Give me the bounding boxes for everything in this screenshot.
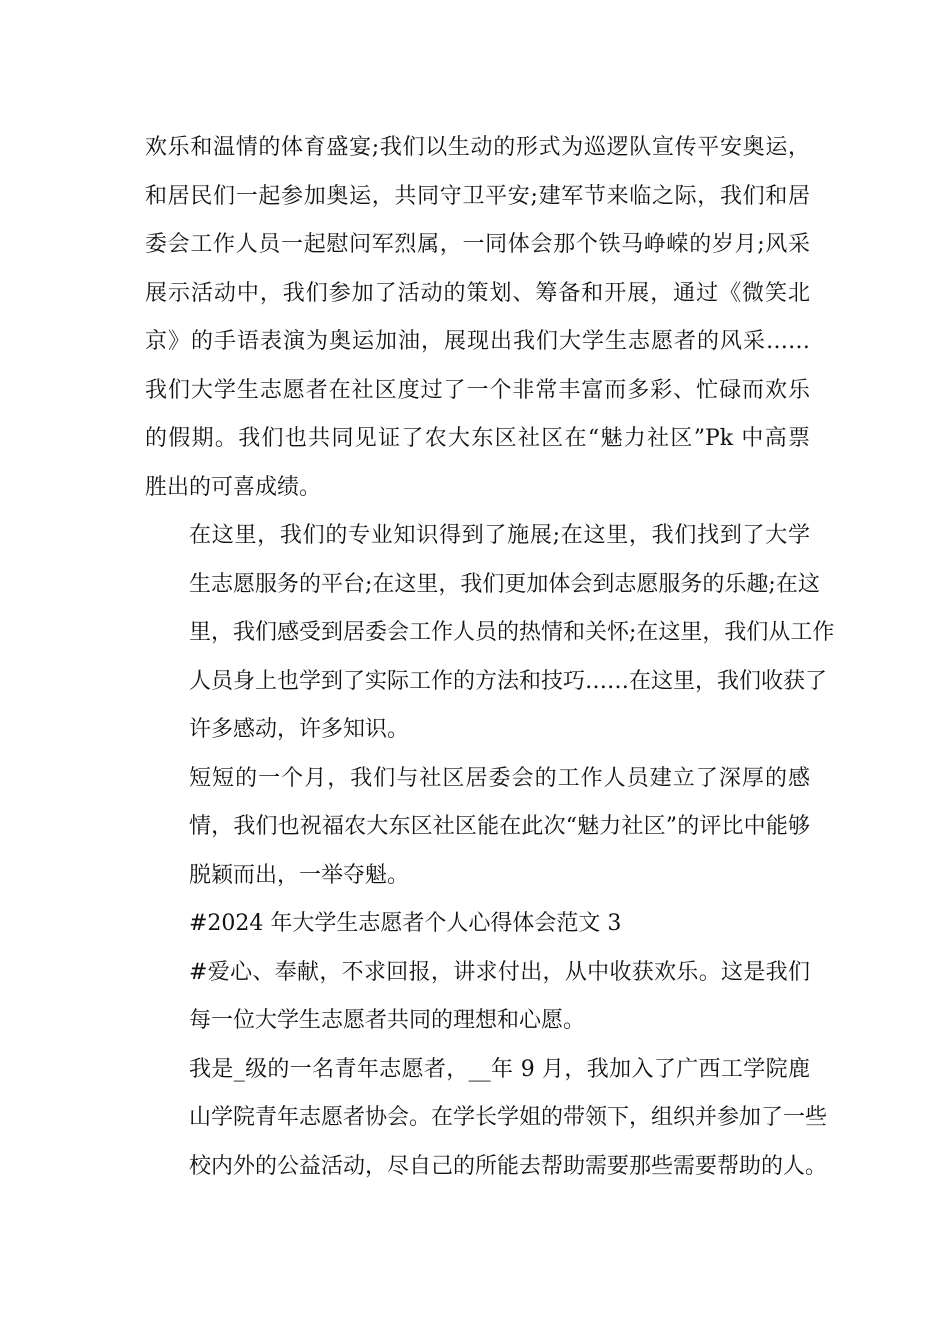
text-line: #爱心、奉献，不求回报，讲求付出，从中收获欢乐。这是我们 xyxy=(189,959,810,985)
text-line: 生志愿服务的平台;在这里，我们更加体会到志愿服务的乐趣;在这 xyxy=(189,571,820,597)
text-line: 的假期。我们也共同见证了农大东区社区在“魅力社区”Pk 中高票 xyxy=(145,426,810,451)
section-heading xyxy=(145,900,810,949)
text-line: 脱颖而出，一举夺魁。 xyxy=(189,862,410,888)
text-line: 在这里，我们的专业知识得到了施展;在这里，我们找到了大学 xyxy=(189,523,810,548)
text-line: 山学院青年志愿者协会。在学长学姐的带领下，组织并参加了一些 xyxy=(189,1105,828,1130)
text-line: 我是_级的一名青年志愿者，__年 9 月，我加入了广西工学院鹿 xyxy=(189,1056,810,1082)
text-line: 京》的手语表演为奥运加油，展现出我们大学生志愿者的风采…… xyxy=(145,329,810,354)
text-line: 每一位大学生志愿者共同的理想和心愿。 xyxy=(189,1008,586,1033)
text-line: 我们大学生志愿者在社区度过了一个非常丰富而多彩、忙碌而欢乐 xyxy=(145,377,810,403)
text-line: 欢乐和温情的体育盛宴;我们以生动的形式为巡逻队宣传平安奥运， xyxy=(145,135,810,160)
text-line: 展示活动中，我们参加了活动的策划、筹备和开展，通过《微笑北 xyxy=(145,280,810,306)
text-line: 和居民们一起参加奥运，共同守卫平安;建军节来临之际，我们和居 xyxy=(145,183,810,209)
paragraph-here-reflections xyxy=(145,512,835,755)
document-body xyxy=(145,124,835,1191)
text-line: 委会工作人员一起慰问军烈属，一同体会那个铁马峥嵘的岁月;风采 xyxy=(145,232,810,257)
text-line: 许多感动，许多知识。 xyxy=(189,717,410,742)
heading-text: #2024 年大学生志愿者个人心得体会范文 3 xyxy=(189,911,622,936)
text-line: 校内外的公益活动，尽自己的所能去帮助需要那些需要帮助的人。 xyxy=(189,1153,828,1179)
text-line: 胜出的可喜成绩。 xyxy=(145,474,322,500)
text-line: 情，我们也祝福农大东区社区能在此次“魅力社区”的评比中能够 xyxy=(189,814,810,839)
paragraph-community-activities xyxy=(145,124,810,512)
paragraph-joined-association xyxy=(145,1046,828,1192)
text-line: 人员身上也学到了实际工作的方法和技巧……在这里，我们收获了 xyxy=(189,668,828,694)
text-line: 短短的一个月，我们与社区居委会的工作人员建立了深厚的感 xyxy=(189,765,810,791)
paragraph-one-month xyxy=(145,755,810,901)
paragraph-love-dedication xyxy=(145,949,810,1046)
text-line: 里，我们感受到居委会工作人员的热情和关怀;在这里，我们从工作 xyxy=(189,620,835,645)
